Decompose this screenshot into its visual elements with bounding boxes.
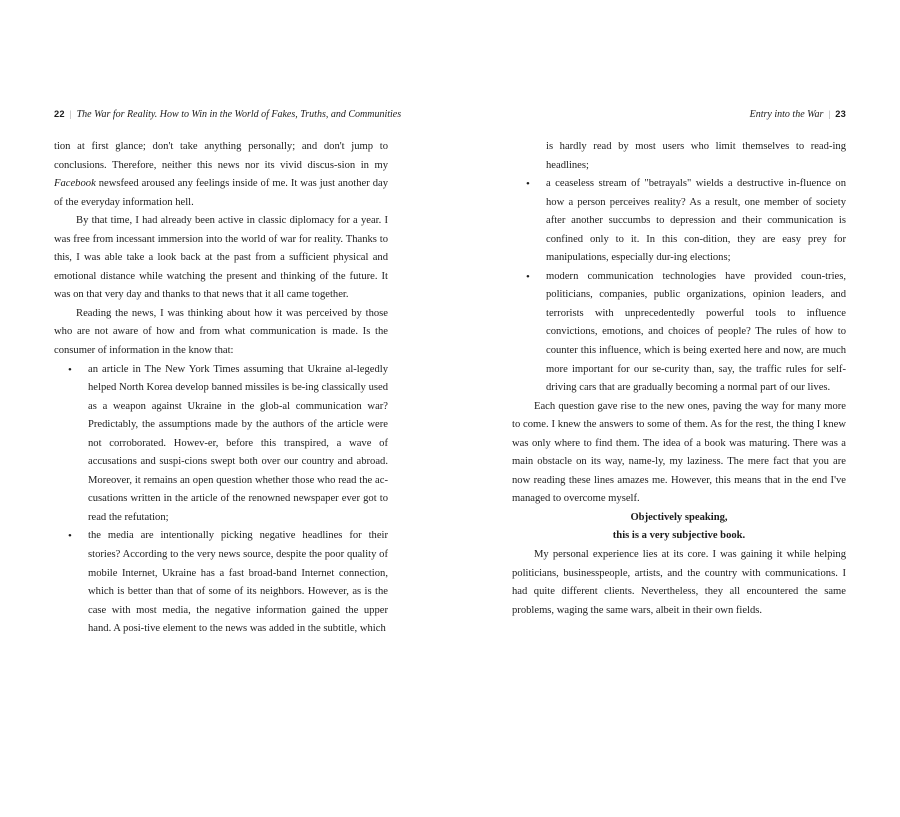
bullet-icon: • — [526, 270, 530, 283]
bullet-icon: • — [526, 178, 530, 191]
list-item — [54, 361, 388, 528]
statement-line-2: this is a very subjective book. — [612, 530, 746, 542]
bullet-icon: • — [68, 530, 72, 543]
right-page-text-column — [512, 138, 846, 620]
centered-pull-statement — [512, 509, 846, 546]
list-item-text: an article in The New York Times assuming that Ukraine al-legedly helped North Korea develop banned missiles is be-ing classically used as a weapon against Ukraine in the glob-al communication war? Predictably, the assumptions made by the authors of the article were not corroborated. Howev-er, before this transpired, a wave of accusations and suspi-cions swept both over our country and abroad. Moreover, it remains an open question whether those who read the ac-cusations written in the article of the renowned newspaper ever got to read the refutation; — [88, 363, 388, 523]
statement-line-1: Objectively speaking, — [630, 511, 728, 523]
list-item — [512, 268, 846, 398]
paragraph-part: newsfeed aroused any feelings inside of me. It was just another day of the everyday information hell. — [54, 178, 388, 208]
list-item-continuation: is hardly read by most users who limit themselves to read-ing headlines; — [546, 141, 846, 171]
list-item-text: a ceaseless stream of "betrayals" wields a destructive in-fluence on how a person perceives reality? As a result, one member of society after another succumbs to depression and their communication is confined only to it. In this con-dition, they are easy prey for manipulations, especially dur-ing elections; — [546, 178, 846, 264]
paragraph: Reading the news, I was thinking about how it was perceived by those who are not aware of how and from what communication is made. Is the consumer of information in the know that: — [54, 307, 388, 357]
header-separator-left: | — [69, 109, 72, 119]
page-number-left: 22 — [54, 109, 65, 119]
list-item — [54, 527, 388, 638]
paragraph — [54, 138, 388, 212]
paragraph-part: tion at first glance; don't take anything personally; and don't jump to conclusions. Therefore, neither this news nor its vivid discus-sion in my — [54, 141, 388, 171]
italic-term-facebook: Facebook — [54, 178, 96, 190]
running-title-left: The War for Reality. How to Win in the World of Fakes, Truths, and Communities — [76, 109, 402, 120]
list-item-text: the media are intentionally picking negative headlines for their stories? According to the very news source, despite the poor quality of mobile Internet, Ukraine has a fast broad-band Internet connection, which is better than that of some of its neighbors. However, as is the case with most media, the negative information gained the upper hand. A posi-tive element to the news was added in the subtitle, which — [88, 530, 388, 635]
running-head-left — [54, 108, 401, 121]
paragraph: By that time, I had already been active in classic diplomacy for a year. I was free from incessant immersion into the world of war for reality. Thanks to this, I was able take a look back at the past from a sufficient physical and emotional distance while watching the present and thinking of the future. It was on that very day and thanks to that news that it all came together. — [54, 215, 388, 301]
bullet-icon: • — [68, 363, 72, 376]
list-item-text: modern communication technologies have provided coun-tries, politicians, companies, public organizations, opinion leaders, and terrorists with unprecedentedly powerful tools to influence convictions, emotions, and choices of people? The rules of how to counter this influence, which is being exerted here and now, are much more important for our se-curity than, say, the traffic rules for self-driving cars that are gradually becoming a normal part of our lives. — [546, 270, 846, 394]
page-number-right: 23 — [835, 109, 846, 119]
list-item — [512, 175, 846, 268]
running-title-right: Entry into the War — [749, 109, 824, 120]
header-separator-right: | — [828, 109, 831, 119]
paragraph: Each question gave rise to the new ones, paving the way for many more to come. I knew the answers to some of them. As for the rest, the thing I knew was only where to find them. The idea of a book was maturing. There was a main obstacle on its way, name-ly, my laziness. The mere fact that you are now reading these lines amazes me. However, this means that in the end I've managed to overcome myself. — [512, 400, 846, 505]
running-head-right — [750, 108, 846, 121]
bullet-list — [512, 175, 846, 398]
left-page-text-column — [54, 138, 388, 639]
bullet-list — [54, 361, 388, 639]
paragraph: My personal experience lies at its core. I was gaining it while helping politicians, businesspeople, artists, and the country with communications. I had quite different clients. Nevertheless, they all encountered the same problems, waging the same wars, albeit in their own fields. — [512, 549, 846, 616]
